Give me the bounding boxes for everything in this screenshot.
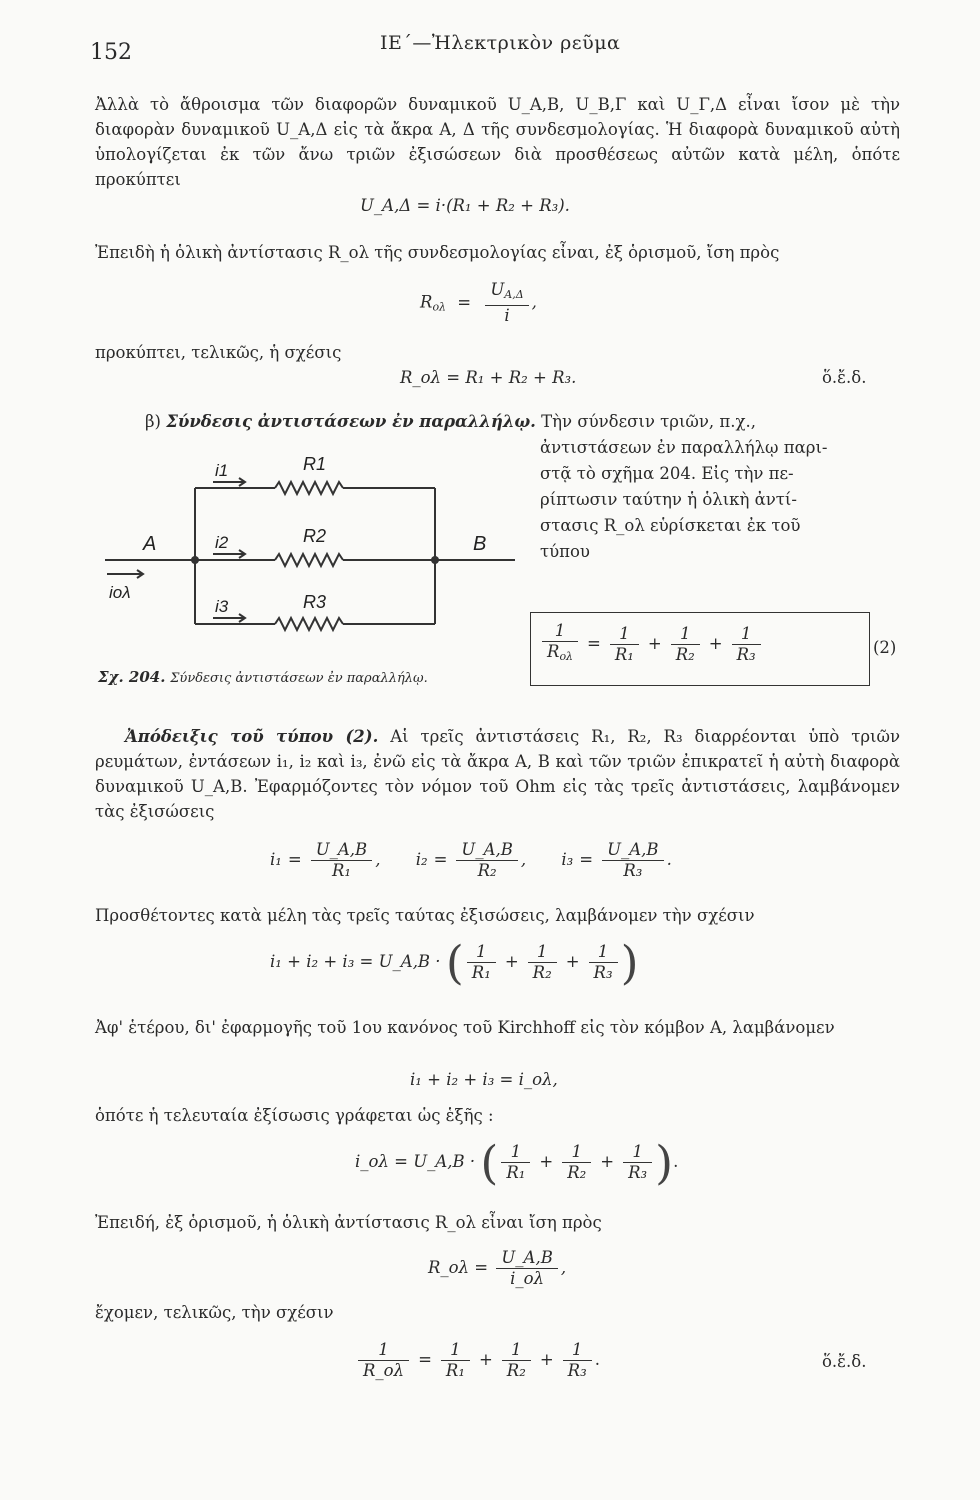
eq2-den: i (504, 306, 510, 325)
paragraph-9: ἔχομεν, τελικῶς, τὴν σχέσιν (95, 1303, 334, 1322)
paragraph-6: Ἀφ' ἑτέρου, δι' ἐφαρμογῆς τοῦ 1ου κανόνος τοῦ Kirchhoff εἰς τὸν κόμβον A, λαμβάνομεν (95, 1018, 835, 1037)
proof-title: Ἀπόδειξις τοῦ τύπου (2). (125, 727, 379, 746)
page-number: 152 (90, 40, 132, 65)
box-r2-fraction: $\frac{1}{\text{R₂}}$ (671, 624, 700, 665)
section-line-2: στᾷ τὸ σχῆμα 204. Εἰς τὴν πε- (540, 464, 794, 483)
equation-1: U_A,Δ = i·(R₁ + R₂ + R₃). (360, 196, 570, 215)
label-r1: R1 (303, 454, 327, 474)
equation-3: R_ολ = R₁ + R₂ + R₃. (400, 368, 577, 387)
node-a (191, 556, 199, 564)
equation-7: i_ολ = U_A,B · ( $\frac{1}{\text{R₁}}$ + $\frac{1}{\text{R₂}}$ + $\frac{1}{\text{R₃}}$ ). (355, 1135, 679, 1190)
eq2-num-sub: A,Δ (504, 288, 524, 301)
eq2-tail: , (531, 292, 537, 312)
section-line-4: στασις R_ολ εὑρίσκεται ἐκ τοῦ (540, 516, 801, 535)
paragraph-5: Προσθέτοντες κατὰ μέλη τὰς τρεῖς ταύτας ἐξισώσεις, λαμβάνομεν τὴν σχέσιν (95, 906, 755, 925)
node-b (431, 556, 439, 564)
section-line-0: Τὴν σύνδεσιν τριῶν, π.χ., (541, 412, 756, 431)
caption-number: Σχ. 204. (98, 668, 166, 686)
paragraph-8: Ἐπειδή, ἐξ ὁρισμοῦ, ἡ ὁλικὴ ἀντίστασις R_ολ εἶναι ἴση πρὸς (95, 1213, 602, 1232)
label-i1: i1 (215, 461, 229, 480)
label-i3: i3 (215, 597, 229, 616)
equation-number-2: (2) (873, 638, 897, 657)
caption-text: Σύνδεσις ἀντιστάσεων ἐν παραλλήλῳ. (170, 671, 428, 686)
label-iol: iολ (109, 583, 131, 602)
section-label: β) (145, 412, 161, 431)
paragraph-7: ὁπότε ἡ τελευταία ἐξίσωσις γράφεται ὡς ἑξῆς : (95, 1106, 494, 1125)
qed-2: ὅ.ἔ.δ. (822, 1352, 867, 1371)
resistor-r1 (275, 482, 343, 494)
paragraph-4-text: Αἱ τρεῖς ἀντιστάσεις R₁, R₂, R₃ διαρρέονται ὑπὸ τριῶν ρευμάτων, ἐντάσεων i₁, i₂ καὶ i₃, ἐνῶ εἰς τὰ ἄκρα A, B καὶ τῶν τριῶν ἐπικρατεῖ ἡ αὐτὴ διαφορὰ δυναμικοῦ U_A,B. Ἐφαρμόζοντες τὸν νόμον τοῦ Ohm εἰς τὰς τρεῖς ἀντιστάσεις, λαμβάνομεν τὰς ἐξισώσεις (95, 727, 900, 821)
label-a: A (143, 533, 157, 555)
equation-4: i₁ = $\frac{U\_A,B}{\text{R₁}}$ , i₂ = $\frac{U\_A,B}{\text{R₂}}$ , i₃ = $\frac{U\_A,B}{\text{R₃}}$ . (270, 840, 672, 880)
equation-8: R_ολ = $\frac{U\_A,B}{i\_o\lambda}$ , (428, 1248, 567, 1288)
section-line-1: ἀντιστάσεων ἐν παραλλήλῳ παρι- (540, 438, 828, 457)
equation-2: $R_{o\lambda}$ = $\frac{U_{A,\Delta}}{i}$ , (420, 280, 537, 325)
running-head: ΙΕ΄—Ἠλεκτρικὸν ρεῦμα (380, 32, 621, 54)
qed-1: ὅ.ἔ.δ. (822, 368, 867, 387)
equation-9: $\frac{1}{R\_o\lambda}$ = $\frac{1}{\text{R₁}}$ + $\frac{1}{\text{R₂}}$ + $\frac{1}{\text{R₃}}$ . (355, 1340, 600, 1381)
box-r3-fraction: $\frac{1}{\text{R₃}}$ (732, 624, 761, 665)
eq2-num: U (490, 280, 505, 299)
section-line-3: ρίπτωσιν ταύτην ἡ ὁλικὴ ἀντί- (540, 490, 797, 509)
paragraph-3: προκύπτει, τελικῶς, ἡ σχέσις (95, 343, 342, 362)
label-r3: R3 (303, 592, 327, 612)
eq2-lhs-sub: ολ (432, 300, 447, 314)
paragraph-4 (95, 724, 900, 824)
paragraph-1: Ἀλλὰ τὸ ἄθροισμα τῶν διαφορῶν δυναμικοῦ U_A,B, U_B,Γ καὶ U_Γ,Δ εἶναι ἴσον μὲ τὴν διαφορὰν δυναμικοῦ U_A,Δ εἰς τὰ ἄκρα A, Δ τῆς συνδεσμολογίας. Ἡ διαφορὰ δυναμικοῦ αὐτὴ ὑπολογίζεται ἐκ τῶν ἄνω τριῶν ἐξισώσεων διὰ προσθέσεως αὐτῶν κατὰ μέλη, ὁπότε προκύπτει (95, 95, 900, 189)
figure-204-circuit (95, 450, 525, 665)
section-line-5: τύπου (540, 542, 590, 561)
figure-caption (98, 668, 428, 686)
resistor-r3 (275, 618, 343, 630)
equation-5: i₁ + i₂ + i₃ = U_A,B · ( $\frac{1}{\text{R₁}}$ + $\frac{1}{\text{R₂}}$ + $\frac{1}{\text{R₃}}$ ) (270, 935, 639, 990)
label-i2: i2 (215, 533, 229, 552)
eq2-fraction (485, 280, 528, 326)
equation-6: i₁ + i₂ + i₃ = i_ολ, (410, 1070, 558, 1089)
eq2-lhs: R (420, 292, 433, 312)
label-r2: R2 (303, 526, 327, 546)
boxed-equation-2: $\frac{1}{R_{o\lambda}}$ = $\frac{1}{\text{R₁}}$ + $\frac{1}{\text{R₂}}$ + $\frac{1}{\text{R₃}}$ (530, 612, 870, 686)
box-lhs-fraction: $\frac{1}{R_{o\lambda}}$ (542, 621, 578, 667)
resistor-r2 (275, 554, 343, 566)
label-b: B (473, 533, 487, 555)
section-title: Σύνδεσις ἀντιστάσεων ἐν παραλλήλῳ. (166, 412, 536, 431)
paragraph-2: Ἐπειδὴ ἡ ὁλικὴ ἀντίστασις R_ολ τῆς συνδεσμολογίας εἶναι, ἐξ ὁρισμοῦ, ἴση πρὸς (95, 243, 780, 262)
box-r1-fraction: $\frac{1}{\text{R₁}}$ (610, 624, 639, 665)
section-beta-heading (145, 410, 756, 435)
